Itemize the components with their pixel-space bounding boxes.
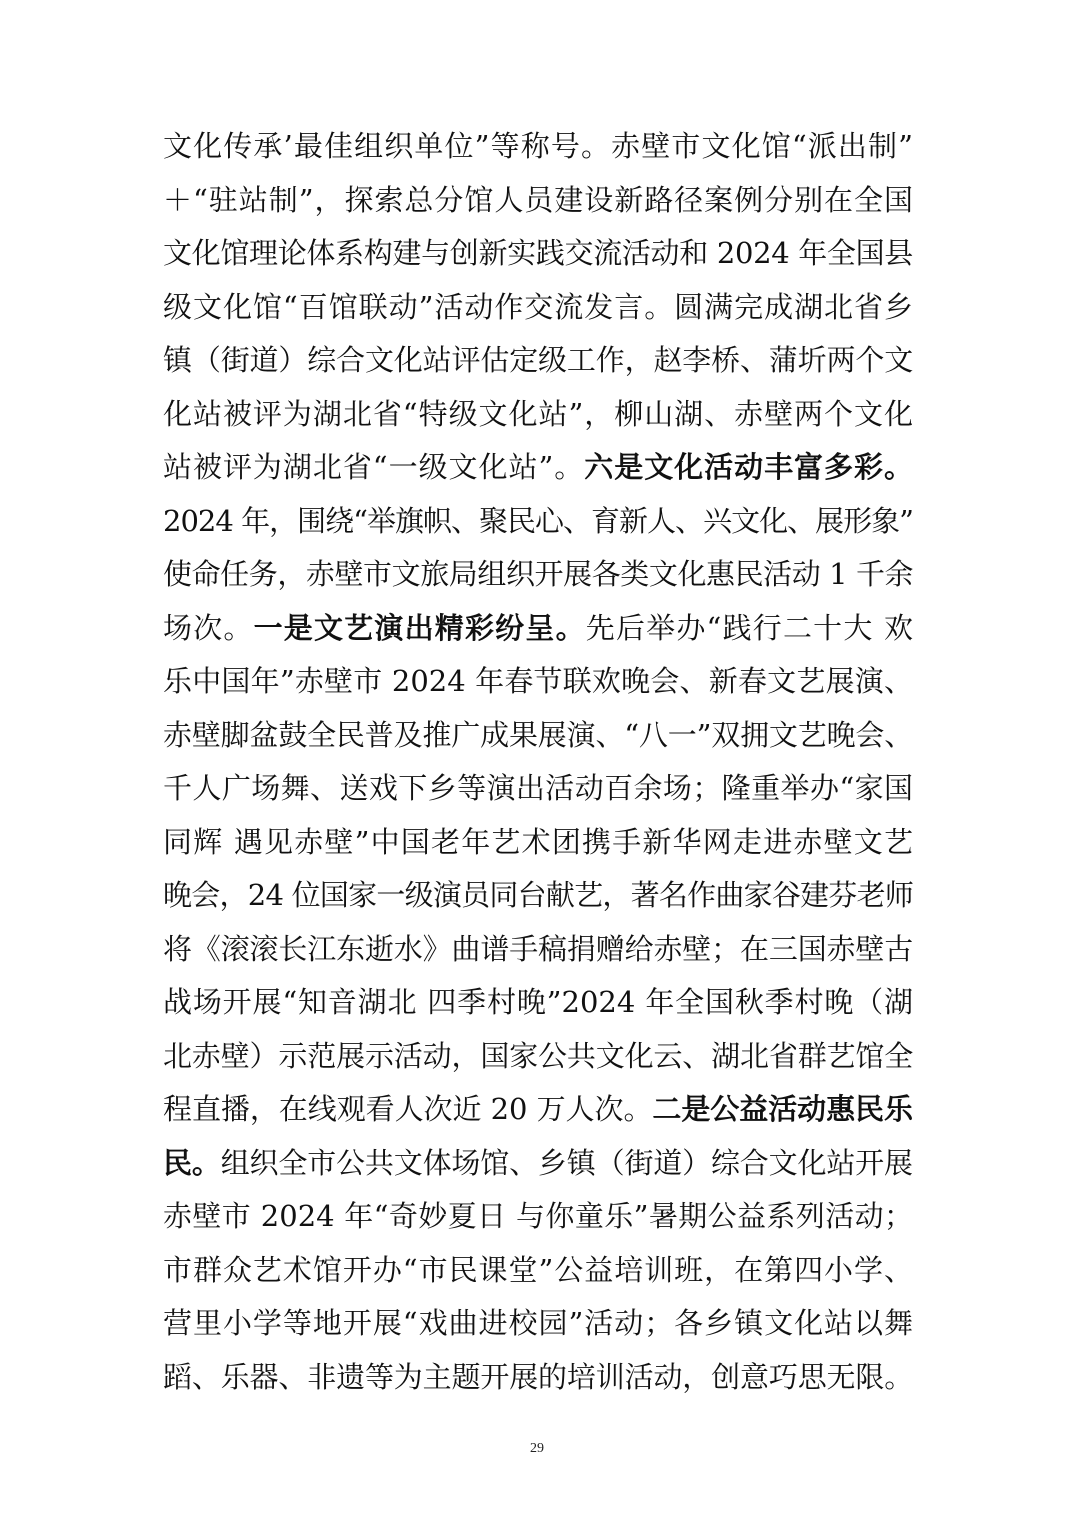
text-line — [163, 1083, 913, 1137]
text-segment: 文化馆理论体系构建与创新实践交流活动和 2024 年全国县 — [163, 236, 913, 270]
text-line — [163, 655, 913, 709]
text-segment: 赤壁市 2024 年“奇妙夏日 与你童乐”暑期公益系列活动； — [163, 1199, 913, 1233]
bold-heading-segment: 二是公益活动惠民乐 — [652, 1092, 913, 1126]
text-line — [163, 816, 913, 870]
text-line — [163, 709, 913, 763]
text-line — [163, 1190, 913, 1244]
text-line — [163, 923, 913, 977]
text-segment: 场次。 — [163, 610, 254, 645]
text-line — [163, 1297, 913, 1351]
text-segment: 镇（街道）综合文化站评估定级工作，赵李桥、蒲圻两个文 — [163, 343, 914, 377]
text-segment: 使命任务，赤壁市文旅局组织开展各类文化惠民活动 1 千余 — [163, 557, 914, 591]
text-line — [163, 976, 913, 1030]
text-line — [163, 869, 913, 923]
text-line — [163, 548, 913, 602]
text-segment: 站被评为湖北省“一级文化站”。 — [163, 450, 585, 484]
text-segment: 先后举办“践行二十大 欢 — [585, 610, 913, 645]
text-segment: 将《滚滚长江东逝水》曲谱手稿捐赠给赤壁；在三国赤壁古 — [163, 931, 914, 966]
text-segment: ＋“驻站制”，探索总分馆人员建设新路径案例分别在全国 — [163, 182, 913, 217]
text-line — [163, 227, 913, 281]
text-segment: 营里小学等地开展“戏曲进校园”活动；各乡镇文化站以舞 — [163, 1306, 913, 1340]
text-line — [163, 281, 913, 335]
text-segment: 文化传承’最佳组织单位”等称号。赤壁市文化馆“派出制” — [163, 129, 913, 163]
body-text — [163, 120, 913, 1404]
text-line — [163, 1351, 913, 1405]
text-segment: 化站被评为湖北省“特级文化站”，柳山湖、赤壁两个文化 — [163, 396, 913, 431]
text-segment: 乐中国年”赤壁市 2024 年春节联欢晚会、新春文艺展演、 — [163, 664, 913, 698]
text-segment: 千人广场舞、送戏下乡等演出活动百余场；隆重举办“家国 — [163, 771, 913, 805]
page-number: 29 — [530, 1441, 544, 1456]
text-line — [163, 388, 913, 442]
text-segment: 赤壁脚盆鼓全民普及推广成果展演、“八一”双拥文艺晚会、 — [163, 717, 914, 752]
bold-heading-segment: 六是文化活动丰富多彩。 — [584, 450, 913, 484]
text-line — [163, 1244, 913, 1298]
text-segment: 蹈、乐器、非遗等为主题开展的培训活动，创意巧思无限。 — [163, 1359, 914, 1394]
text-line — [163, 174, 913, 228]
text-line — [163, 334, 913, 388]
text-segment: 战场开展“知音湖北 四季村晚”2024 年全国秋季村晚（湖 — [163, 985, 913, 1019]
text-segment: 晚会，24 位国家一级演员同台献艺，著名作曲家谷建芬老师 — [163, 878, 914, 912]
bold-heading-segment: 一是文艺演出精彩纷呈。 — [253, 610, 586, 645]
text-line — [163, 1137, 913, 1191]
text-segment: 2024 年，围绕“举旗帜、聚民心、育新人、兴文化、展形象” — [163, 503, 913, 538]
text-line — [163, 602, 913, 656]
bold-heading-segment: 民。 — [163, 1145, 221, 1180]
text-segment: 北赤壁）示范展示活动，国家公共文化云、湖北省群艺馆全 — [163, 1038, 914, 1073]
text-line — [163, 1030, 913, 1084]
text-segment: 程直播，在线观看人次近 20 万人次。 — [163, 1092, 653, 1126]
text-segment: 组织全市公共文体场馆、乡镇（街道）综合文化站开展 — [220, 1145, 913, 1180]
text-line — [163, 120, 913, 174]
text-line — [163, 762, 913, 816]
text-segment: 级文化馆“百馆联动”活动作交流发言。圆满完成湖北省乡 — [163, 289, 913, 324]
text-line — [163, 441, 913, 495]
text-segment: 市群众艺术馆开办“市民课堂”公益培训班，在第四小学、 — [163, 1252, 913, 1287]
text-segment: 同辉 遇见赤壁”中国老年艺术团携手新华网走进赤壁文艺 — [163, 824, 913, 859]
text-line — [163, 495, 913, 549]
